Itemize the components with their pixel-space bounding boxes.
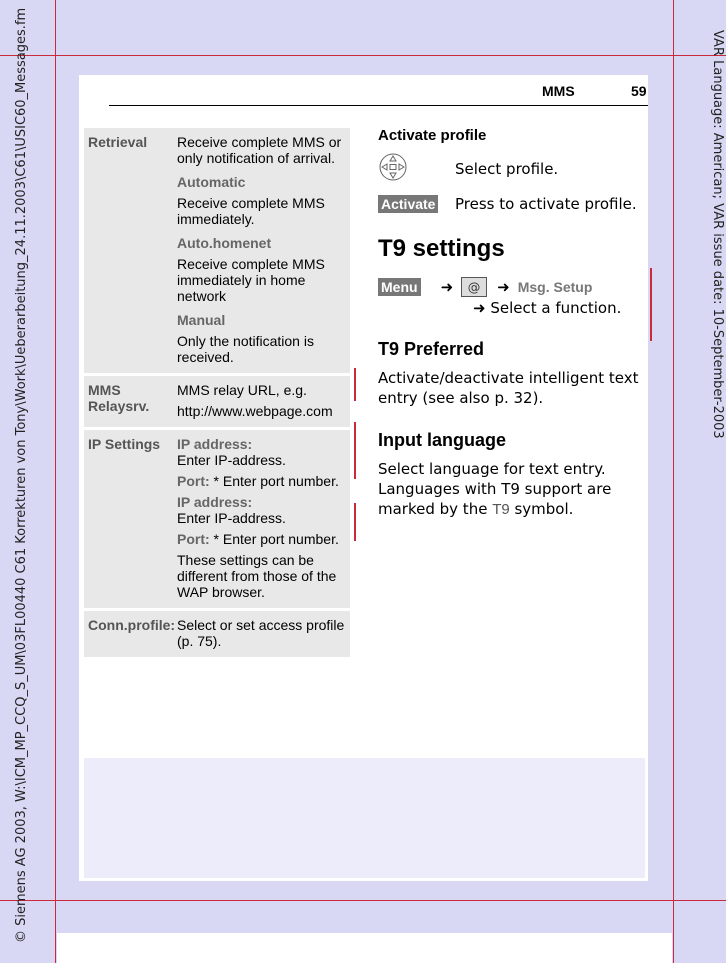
row-text: Enter IP-address.	[177, 510, 286, 526]
change-bar	[354, 422, 356, 479]
row-text: Enter IP-address.	[177, 452, 286, 468]
navigation-key-icon	[378, 152, 408, 182]
manual-page	[79, 75, 648, 881]
side-note-left: © Siemens AG 2003, W:\ICM_MP_CCQ_S_UM\03FL00440 C61 Korrekturen von Tony\Work\Ueberarbeitung_24.11.2003\C61\USIC60_Messages.fm	[14, 7, 29, 943]
field-label: Port:	[177, 473, 210, 489]
option-label: Manual	[177, 312, 226, 328]
row-value	[172, 430, 350, 608]
table-row	[84, 376, 350, 430]
t9-settings-heading: T9 settings	[378, 235, 505, 262]
right-column	[378, 125, 640, 520]
row-text: * Enter port number.	[209, 473, 339, 489]
row-value	[172, 376, 350, 427]
select-profile-step	[378, 152, 640, 186]
change-bar	[650, 268, 652, 341]
menu-softkey: Menu	[378, 278, 421, 296]
row-text: Receive complete MMS immediately in home network	[177, 256, 325, 304]
row-key: Retrieval	[88, 134, 148, 150]
input-language-text	[378, 459, 640, 520]
page-number: 59	[631, 83, 647, 99]
row-key: MMS Relaysrv.	[88, 382, 150, 414]
table-row	[84, 611, 350, 660]
table-row	[84, 430, 350, 611]
arrow-icon: ➜	[497, 278, 510, 296]
option-label: Automatic	[177, 174, 246, 190]
menu-path	[378, 277, 640, 297]
activate-softkey: Activate	[378, 195, 438, 213]
crop-rule-bottom	[0, 900, 726, 901]
row-key: Conn.profile:	[88, 617, 176, 633]
field-label: IP address:	[177, 494, 253, 510]
step-text: Press to activate profile.	[455, 194, 637, 213]
row-text: Select or set access profile (p. 75).	[177, 617, 345, 649]
activate-profile-heading: Activate profile	[378, 127, 487, 144]
msg-setup-label: Msg. Setup	[517, 279, 593, 295]
row-text: * Enter port number.	[209, 531, 339, 547]
row-text: Receive complete MMS immediately.	[177, 195, 325, 227]
crop-rule-top	[0, 55, 726, 56]
row-text: MMS relay URL, e.g.	[177, 382, 307, 398]
change-bar	[354, 503, 356, 541]
option-label: Auto.homenet	[177, 235, 272, 251]
svg-text:@: @	[467, 279, 481, 295]
paragraph-text: Select language for text entry. Languages with T9 support are marked by the	[378, 460, 612, 518]
change-bar	[354, 368, 356, 401]
header-divider	[109, 105, 648, 106]
settings-table	[84, 128, 350, 660]
row-text: Receive complete MMS or only notification of arrival.	[177, 134, 342, 166]
row-text: Only the notification is received.	[177, 333, 314, 365]
select-function-text: ➜ Select a function.	[473, 299, 622, 317]
t9-preferred-text: Activate/deactivate intelligent text entry (see also p. 32).	[378, 369, 639, 407]
paragraph-text: symbol.	[509, 500, 574, 518]
field-label: Port:	[177, 531, 210, 547]
row-text: http://www.webpage.com	[177, 403, 333, 419]
arrow-icon: ➜	[440, 278, 454, 296]
footer-area	[84, 758, 645, 878]
row-value	[172, 128, 350, 373]
t9-symbol: T9	[492, 501, 510, 518]
field-label: IP address:	[177, 436, 253, 452]
crop-rule-right	[673, 0, 674, 963]
table-row	[84, 128, 350, 376]
row-text: These settings can be different from those of the WAP browser.	[177, 552, 337, 600]
bottom-strip	[57, 933, 672, 963]
input-language-heading: Input language	[378, 430, 506, 450]
messages-icon	[461, 277, 487, 297]
activate-step	[378, 194, 640, 213]
side-note-right: VAR Language: American; VAR issue date: 10-September-2003	[710, 30, 725, 439]
step-text: Select profile.	[455, 160, 559, 178]
row-value	[172, 611, 350, 657]
row-key: IP Settings	[88, 436, 161, 452]
crop-rule-left	[55, 0, 56, 963]
page-title: MMS	[542, 83, 575, 99]
t9-preferred-heading: T9 Preferred	[378, 339, 485, 359]
